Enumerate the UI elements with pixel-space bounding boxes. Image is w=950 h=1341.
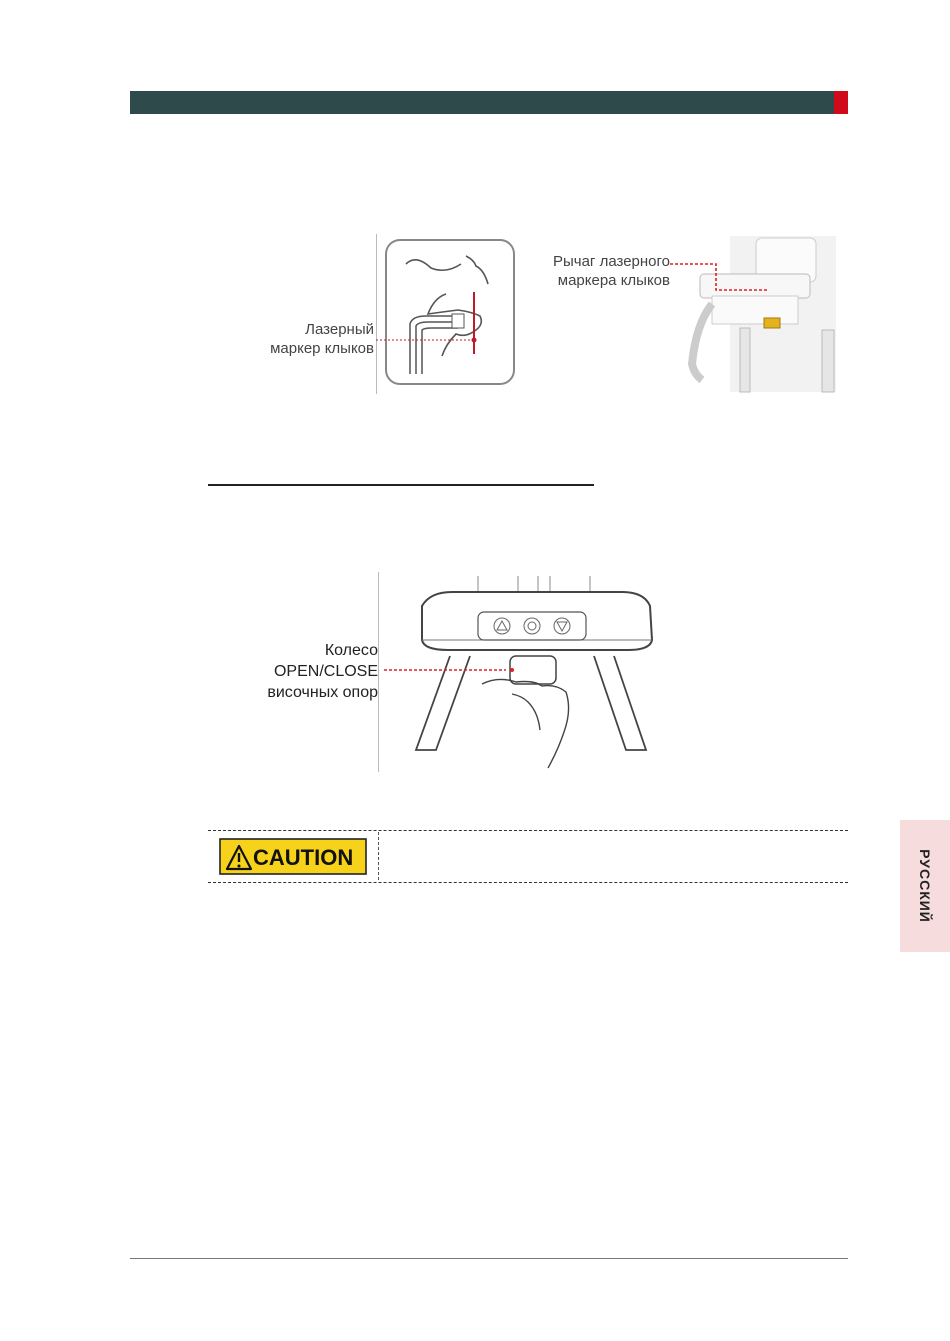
temple-wheel-label-line2: OPEN/CLOSE	[273, 663, 378, 680]
temple-wheel-label-line3: височных опор	[267, 684, 378, 701]
canine-lever-label-line2: маркера клыков	[557, 272, 670, 289]
temple-wheel-label-line1: Колесо	[324, 642, 378, 659]
language-tab-label: РУССКИЙ	[917, 849, 933, 923]
gear-icon	[524, 618, 540, 634]
canine-lever-label-line1: Рычаг лазерного	[552, 253, 670, 270]
section-heading-underline	[208, 484, 594, 486]
temple-wheel-label	[267, 640, 378, 703]
canine-laser-label-line1: Лазерный	[305, 321, 374, 338]
language-tab	[900, 820, 950, 952]
header-accent	[834, 91, 848, 114]
temple-support-figure	[378, 572, 658, 772]
canine-laser-label-line2: маркер клыков	[270, 340, 374, 357]
canine-laser-label	[270, 320, 374, 358]
caution-divider	[378, 832, 379, 880]
footer-rule	[130, 1258, 848, 1259]
up-arrow-icon	[494, 618, 510, 634]
caution-badge	[219, 838, 367, 875]
caution-badge-text: CAUTION	[253, 845, 354, 870]
canine-laser-figure	[376, 234, 836, 394]
down-arrow-icon	[554, 618, 570, 634]
header-bar	[130, 91, 834, 114]
